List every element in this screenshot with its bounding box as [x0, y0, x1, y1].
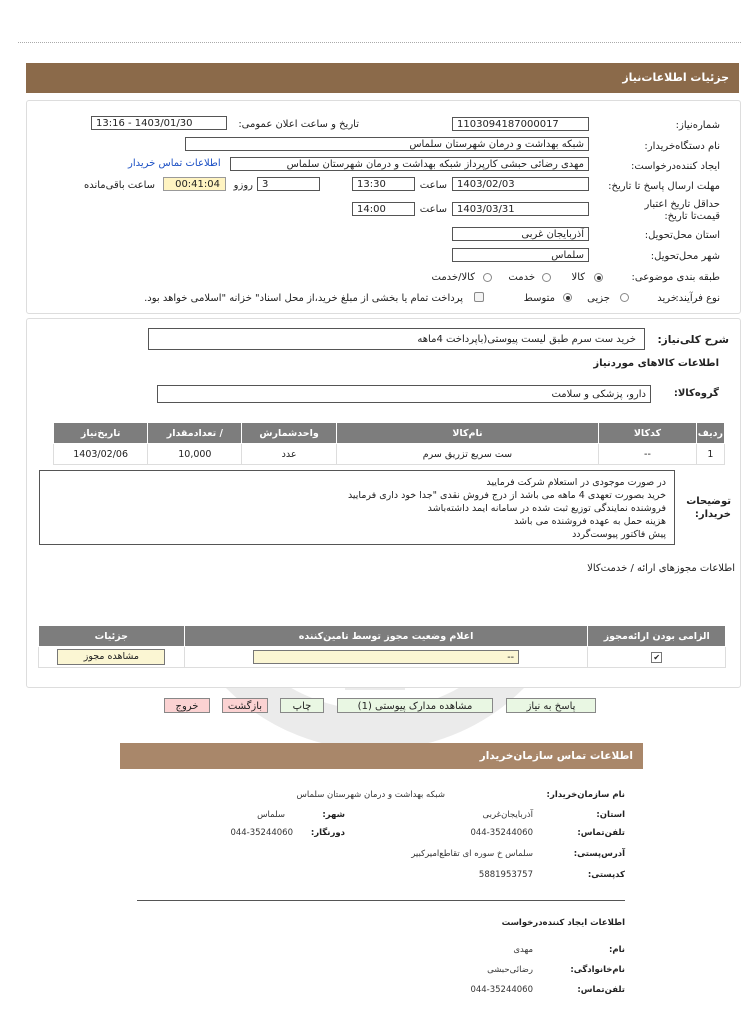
remaining-timer: 00:41:04	[163, 177, 226, 191]
cell-date: 1403/02/06	[54, 444, 148, 465]
reply-button[interactable]: پاسخ به نیاز	[506, 698, 596, 713]
cell-name: ست سریع تزریق سرم	[336, 444, 598, 465]
category-option-both: کالا/خدمت	[431, 272, 475, 283]
col-name: نام‌کالا	[336, 423, 598, 444]
creator-name-label: نام:	[608, 945, 625, 955]
permits-title: اطلاعات مجوزهای ارائه / خدمت‌کالا	[587, 563, 735, 574]
category-label: طبقه بندی موضوعی:	[631, 272, 720, 283]
announce-field: 1403/01/30 - 13:16	[91, 116, 227, 130]
note-line: در صورت موجودی در استعلام شرکت فرمایید	[486, 477, 666, 488]
required-checkbox[interactable]: ✔	[651, 652, 662, 663]
creator-family-label: نام‌خانوادگی:	[570, 965, 625, 975]
note-line: فروشنده نمایندگی توزیع ثبت شده در سامانه ایمد داشته‌باشد	[427, 503, 666, 514]
creator-label: ایجاد کننده‌درخواست:	[631, 161, 720, 172]
print-button[interactable]: چاپ	[280, 698, 324, 713]
cell-details	[39, 647, 185, 668]
back-button[interactable]: بازگشت	[222, 698, 268, 713]
buyer-notes-box	[39, 470, 675, 545]
contact-title: اطلاعات تماس سازمان‌خریدار	[479, 750, 633, 762]
cell-code: --	[599, 444, 697, 465]
contact-city-value: سلماس	[257, 810, 285, 820]
permits-table	[38, 625, 726, 668]
buyer-notes-label: توضیحات خریدار:	[686, 496, 731, 520]
exit-button[interactable]: خروج	[164, 698, 210, 713]
group-label: گروه‌کالا:	[673, 388, 719, 399]
process-radio-medium[interactable]	[563, 293, 572, 302]
col-required: الزامی بودن ارائه‌مجوز	[588, 626, 726, 647]
province-label: استان محل‌تحویل:	[644, 230, 720, 241]
price-validity-date: 1403/03/31	[452, 202, 589, 216]
contact-header	[120, 743, 643, 769]
announce-label: تاریخ و ساعت اعلان عمومی:	[238, 119, 359, 130]
col-row: ردیف	[696, 423, 724, 444]
note-line: هزینه حمل به عهده فروشنده می باشد	[514, 516, 666, 527]
col-details: جزئیات	[39, 626, 185, 647]
need-number-field: 1103094187000017	[452, 117, 589, 131]
contact-postal-label: کدپستی:	[587, 870, 625, 880]
items-table-header	[54, 423, 725, 444]
buyer-contact-link[interactable]: اطلاعات تماس خریدار	[128, 158, 221, 169]
deadline-time-label: ساعت	[419, 180, 447, 191]
contact-org-value: شبکه بهداشت و درمان شهرستان سلماس	[296, 790, 445, 800]
attachments-button[interactable]: مشاهده مدارک پیوستی (1)	[337, 698, 493, 713]
creator-family-value: رضائی‌حبشی	[487, 965, 533, 975]
col-status: اعلام وضعیت مجوز توسط تامین‌کننده	[184, 626, 588, 647]
process-radio-partial[interactable]	[620, 293, 629, 302]
summary-label: شرح کلی‌نیاز:	[657, 334, 729, 346]
group-field: دارو، پزشکی و سلامت	[157, 385, 651, 403]
price-validity-time-label: ساعت	[419, 204, 447, 215]
col-unit: واحدشمارش	[242, 423, 336, 444]
buyer-org-label: نام دستگاه‌خریدار:	[644, 141, 720, 152]
deadline-time-field: 13:30	[352, 177, 415, 191]
contact-province-value: آذربایجان‌غربی	[482, 810, 533, 820]
need-number-label: شماره‌نیاز:	[675, 120, 720, 131]
header-title: جزئیات اطلاعات‌نیاز	[622, 71, 729, 84]
cell-qty: 10,000	[148, 444, 242, 465]
contact-address-value: سلماس خ سوره ای تقاطع‌امیرکبیر	[411, 849, 533, 859]
contact-phone-value: 044-35244060	[470, 828, 533, 838]
contact-fax-value: 044-35244060	[230, 828, 293, 838]
category-option-service: خدمت	[508, 272, 535, 283]
province-field: آذربایجان غربی	[452, 227, 589, 241]
contact-city-label: شهر:	[322, 810, 345, 820]
view-permit-button[interactable]: مشاهده مجوز	[57, 649, 165, 665]
cell-row: 1	[696, 444, 724, 465]
contact-postal-value: 5881953757	[478, 870, 533, 880]
days-label: روزو	[233, 180, 253, 191]
creator-name-value: مهدی	[513, 945, 533, 955]
remaining-label: ساعت باقی‌مانده	[83, 180, 155, 191]
table-row	[39, 647, 726, 668]
items-table	[53, 422, 725, 465]
category-option-goods: کالا	[571, 272, 585, 283]
page-header	[26, 63, 739, 93]
cell-status	[184, 647, 588, 668]
contact-divider	[137, 900, 625, 901]
creator-phone-label: تلفن‌تماس:	[577, 985, 625, 995]
col-qty: / تعدادمقدار	[148, 423, 242, 444]
cell-required	[588, 647, 726, 668]
buyer-org-field: شبکه بهداشت و درمان شهرستان سلماس	[185, 137, 589, 151]
category-radio-service[interactable]	[542, 273, 551, 282]
category-radio-both[interactable]	[483, 273, 492, 282]
cell-unit: عدد	[242, 444, 336, 465]
process-option-buy: خرید	[657, 293, 677, 304]
process-label: نوع فرآیند:	[675, 293, 720, 304]
contact-phone-label: تلفن‌تماس:	[577, 828, 625, 838]
price-validity-time: 14:00	[352, 202, 415, 216]
creator-info-title: اطلاعات ایجاد کننده‌درخواست	[501, 918, 625, 928]
note-line: پیش فاکتور پیوست‌گردد	[572, 529, 666, 540]
days-field: 3	[257, 177, 320, 191]
contact-address-label: آدرس‌پستی:	[573, 849, 625, 859]
creator-field: مهدی رضائی حبشی کارپرداز شبکه بهداشت و درمان شهرستان سلماس	[230, 157, 589, 171]
payment-note: پرداخت تمام یا بخشی از مبلغ خرید،از محل اسناد" خزانه "اسلامی خواهد بود.	[144, 293, 463, 304]
permits-table-header	[39, 626, 726, 647]
creator-phone-value: 044-35244060	[470, 985, 533, 995]
summary-field: خرید ست سرم طبق لیست پیوستی(باپرداخت 4ماهه	[148, 328, 645, 350]
city-field: سلماس	[452, 248, 589, 262]
deadline-date-field: 1403/02/03	[452, 177, 589, 191]
note-line: خرید بصورت تعهدی 4 ماهه می باشد از درج فروش نقدی "جدا خود داری فرمایید	[347, 490, 666, 501]
deadline-label: مهلت ارسال پاسخ تا تاریخ:	[608, 181, 720, 192]
col-code: کدکالا	[599, 423, 697, 444]
goods-info-title: اطلاعات کالاهای موردنیاز	[593, 358, 719, 369]
process-option-medium: متوسط	[523, 293, 555, 304]
contact-org-label: نام سازمان‌خریدار:	[546, 790, 625, 800]
permit-status-field: --	[253, 650, 519, 664]
process-option-partial: جزیی	[587, 293, 610, 304]
table-row[interactable]	[54, 444, 725, 465]
col-date: تاریخ‌نیاز	[54, 423, 148, 444]
category-radio-goods[interactable]	[594, 273, 603, 282]
top-divider	[18, 42, 741, 43]
contact-fax-label: دورنگار:	[310, 828, 345, 838]
treasury-checkbox[interactable]	[474, 292, 484, 302]
price-validity-label: حداقل تاریخ اعتبار قیمت‌تا تاریخ:	[644, 199, 720, 222]
city-label: شهر محل‌تحویل:	[650, 251, 720, 262]
contact-province-label: استان:	[596, 810, 625, 820]
